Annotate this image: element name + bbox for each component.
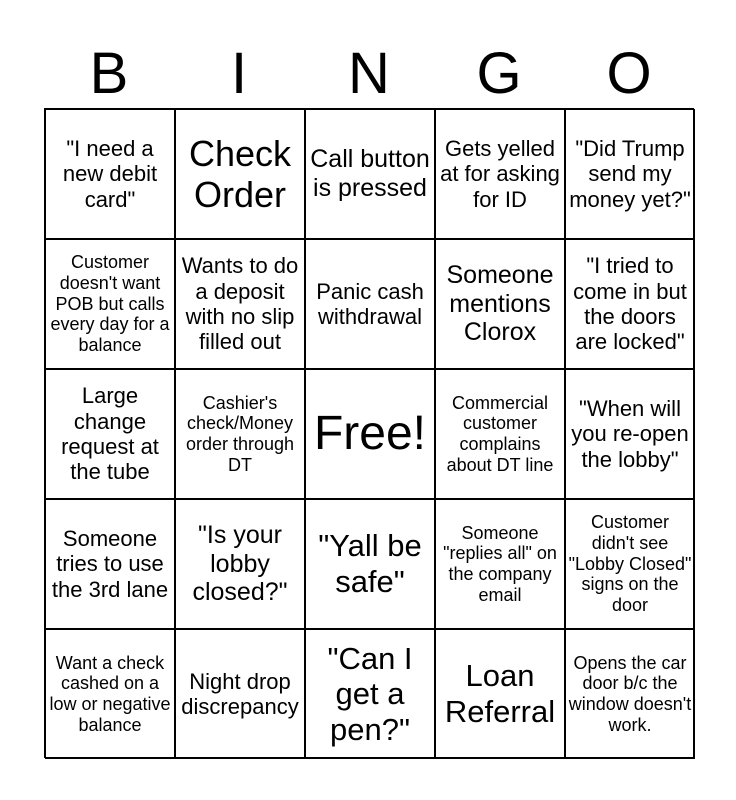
bingo-cell-4-2[interactable]: [175, 499, 305, 629]
header-letter-b: B: [89, 41, 129, 106]
cell-text: Check Order: [188, 132, 292, 215]
cell-text: Call button is pressed: [310, 145, 430, 202]
header-letter-g: G: [476, 41, 522, 106]
cell-text: "When will you re-open the lobby": [571, 396, 689, 472]
cell-text: "Did Trump send my money yet?": [569, 136, 691, 212]
cell-text: "Is your lobby closed?": [192, 520, 288, 607]
cell-text: Commercial customer complains about DT line: [446, 392, 554, 475]
bingo-cell-2-4[interactable]: [435, 239, 565, 369]
bingo-cell-4-3[interactable]: [305, 499, 435, 629]
header-letter-i: I: [230, 41, 248, 106]
header-letter-o: O: [606, 41, 652, 106]
cell-text: Opens the car door b/c the window doesn't work.: [568, 652, 692, 735]
cell-text: Someone "replies all" on the company email: [443, 522, 557, 605]
cell-text: Want a check cashed on a low or negative balance: [49, 652, 171, 735]
cell-text: "Can I get a pen?": [327, 640, 413, 747]
bingo-cell-1-5[interactable]: [565, 109, 695, 239]
bingo-cell-2-1[interactable]: [45, 239, 175, 369]
cell-text: Wants to do a deposit with no slip filled out: [181, 253, 299, 355]
bingo-cell-free[interactable]: [305, 369, 435, 499]
bingo-cell-1-3[interactable]: [305, 109, 435, 239]
cell-text: Night drop discrepancy: [181, 668, 299, 719]
free-space-text: Free!: [313, 407, 427, 461]
bingo-cell-1-1[interactable]: [45, 109, 175, 239]
bingo-grid: [44, 108, 694, 758]
bingo-cell-1-4[interactable]: [435, 109, 565, 239]
bingo-cell-4-4[interactable]: [435, 499, 565, 629]
cell-text: Panic cash withdrawal: [316, 278, 424, 329]
cell-text: Customer doesn't want POB but calls every day for a balance: [50, 252, 170, 356]
cell-text: "I need a new debit card": [62, 136, 158, 212]
bingo-cell-3-1[interactable]: [45, 369, 175, 499]
bingo-cell-2-3[interactable]: [305, 239, 435, 369]
cell-text: Large change request at the tube: [61, 383, 159, 485]
bingo-cell-3-5[interactable]: [565, 369, 695, 499]
cell-text: "I tried to come in but the doors are locked": [573, 253, 687, 355]
cell-text: "Yall be safe": [318, 528, 422, 599]
cell-text: Loan Referral: [444, 658, 556, 729]
bingo-cell-5-4[interactable]: [435, 629, 565, 759]
bingo-cell-4-5[interactable]: [565, 499, 695, 629]
cell-text: Someone mentions Clorox: [446, 260, 554, 347]
bingo-cell-5-1[interactable]: [45, 629, 175, 759]
bingo-cell-5-3[interactable]: [305, 629, 435, 759]
bingo-cell-5-2[interactable]: [175, 629, 305, 759]
cell-text: Cashier's check/Money order through DT: [185, 392, 295, 475]
cell-text: Customer didn't see "Lobby Closed" signs on the door: [568, 512, 692, 616]
bingo-header: [44, 40, 694, 108]
cell-text: Someone tries to use the 3rd lane: [51, 526, 169, 602]
bingo-cell-2-2[interactable]: [175, 239, 305, 369]
bingo-cell-4-1[interactable]: [45, 499, 175, 629]
header-letter-n: N: [348, 41, 390, 106]
bingo-cell-2-5[interactable]: [565, 239, 695, 369]
cell-text: Gets yelled at for asking for ID: [440, 136, 560, 212]
bingo-cell-1-2[interactable]: [175, 109, 305, 239]
bingo-cell-5-5[interactable]: [565, 629, 695, 759]
bingo-cell-3-2[interactable]: [175, 369, 305, 499]
bingo-cell-3-4[interactable]: [435, 369, 565, 499]
